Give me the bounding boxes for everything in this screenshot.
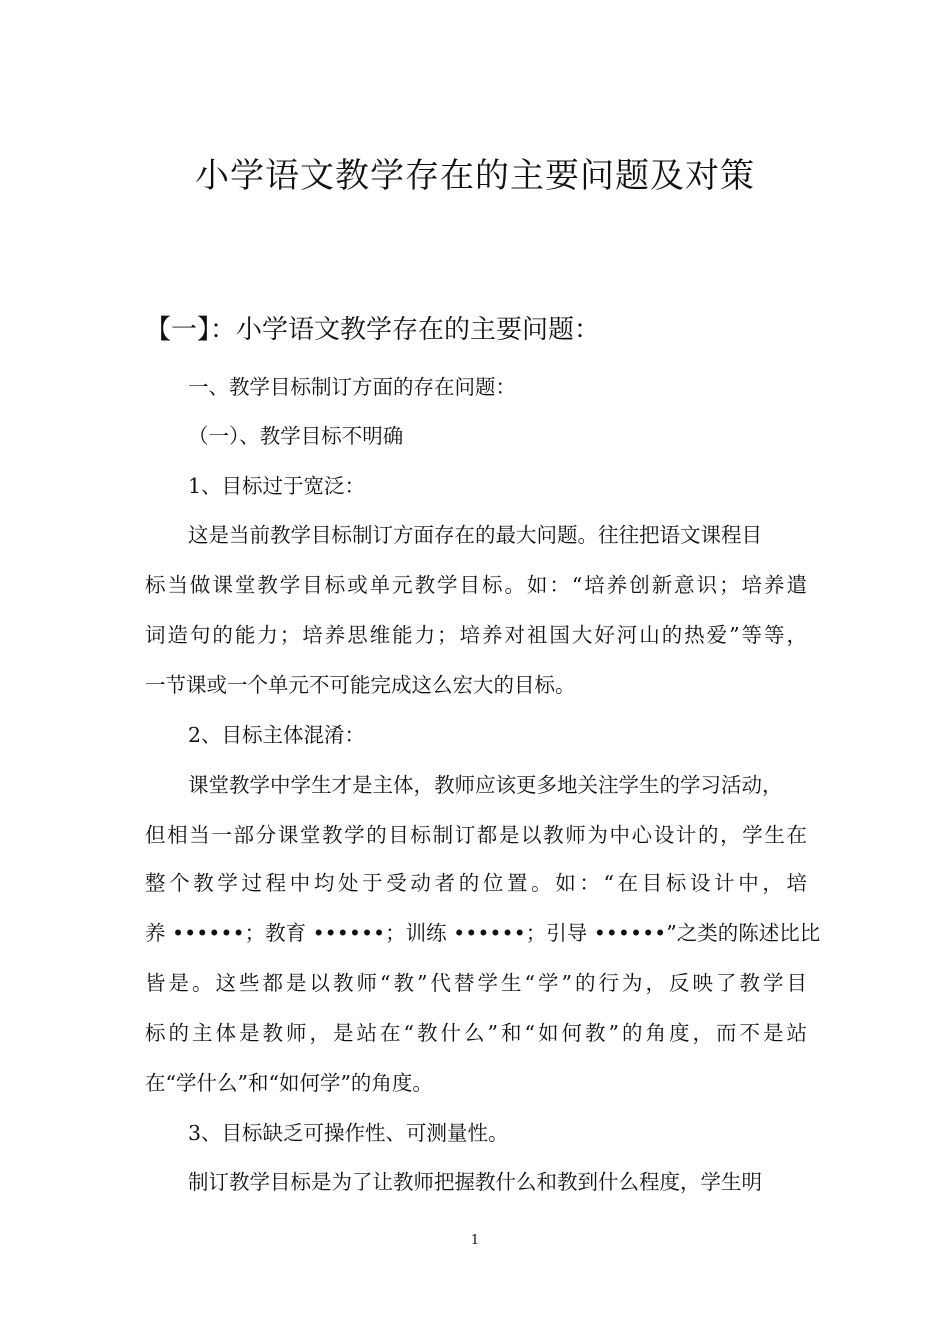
paragraph-line: 制订教学目标是为了让教师把握教什么和教到什么程度，学生明 — [188, 1170, 762, 1194]
point-heading: 2、目标主体混淆： — [188, 723, 366, 747]
paragraph-line: 皆是。这些都是以教师“教”代替学生“学”的行为，反映了教学目 — [145, 971, 807, 995]
point-heading: 1、目标过于宽泛： — [188, 474, 366, 498]
point-heading: 3、目标缺乏可操作性、可测量性。 — [188, 1121, 509, 1145]
paragraph-line: 标的主体是教师，是站在“教什么”和“如何教”的角度，而不是站 — [145, 1021, 807, 1045]
paragraph-line: 在“学什么”和“如何学”的角度。 — [145, 1071, 433, 1095]
section-heading: 【一】：小学语文教学存在的主要问题： — [145, 315, 601, 345]
paragraph-line: 整个教学过程中均处于受动者的位置。如：“在目标设计中，培 — [145, 871, 807, 895]
sub-subsection-heading: （一）、教学目标不明确 — [188, 424, 404, 448]
paragraph-line: 课堂教学中学生才是主体，教师应该更多地关注学生的学习活动， — [188, 773, 783, 797]
paragraph-line: 这是当前教学目标制订方面存在的最大问题。往往把语文课程目 — [188, 523, 762, 547]
paragraph-line: 但相当一部分课堂教学的目标制订都是以教师为中心设计的，学生在 — [145, 823, 807, 847]
paragraph-line: 标当做课堂教学目标或单元教学目标。如：“培养创新意识；培养遣 — [145, 573, 807, 597]
paragraph-line: 一节课或一个单元不可能完成这么宏大的目标。 — [145, 673, 576, 697]
subsection-heading: 一、教学目标制订方面的存在问题： — [188, 375, 516, 399]
paragraph-line: 养 ••••••；教育 ••••••；训练 ••••••；引导 ••••••”之类的陈述比比 — [145, 921, 821, 945]
page-number: 1 — [470, 1233, 480, 1248]
document-title: 小学语文教学存在的主要问题及对策 — [195, 156, 755, 196]
paragraph-line: 词造句的能力；培养思维能力；培养对祖国大好河山的热爱”等等， — [145, 623, 807, 647]
